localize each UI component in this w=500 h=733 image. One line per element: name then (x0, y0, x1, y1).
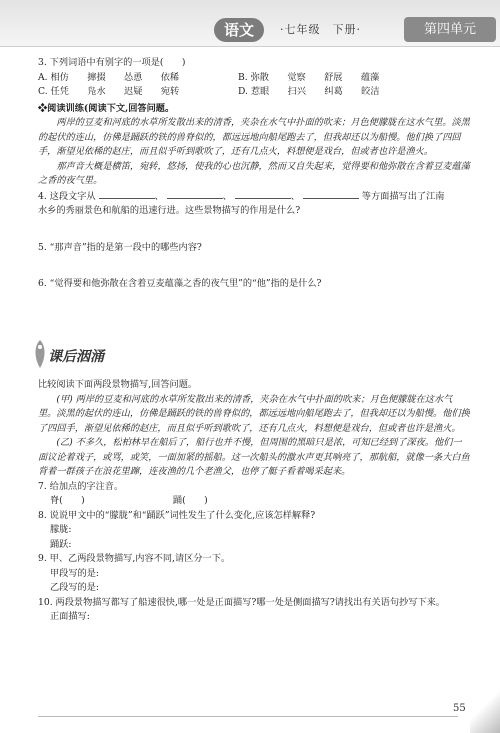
q3-options-row2 (38, 85, 470, 100)
q4-blank-2[interactable] (167, 189, 223, 199)
q10-text: 10. 两段景物描写都写了船速很快,哪一处是正面描写?哪一处是侧面描写?请找出有关语句抄写下来。 (38, 596, 445, 608)
q5-text: 5. “那声音”指的是第一段中的哪些内容? (38, 241, 202, 253)
q3-option-d: D. 惹眼 扫兴 纠葛 皎洁 (238, 86, 380, 97)
page-curl (470, 690, 500, 733)
bird-icon (30, 338, 50, 370)
q9-item-1: 甲段写的是: (50, 567, 100, 579)
page-header (0, 0, 500, 47)
passage-jia: (甲) 两岸的豆麦和河底的水草所发散出来的清香，夹杂在水气中扑面的吹来；月色便朦胧在这水气里。淡黑的起伏的连山，仿佛是踊跃的铁的兽脊似的，都远远地向船尾跑去了，但我却还以为船慢。他们换了四回手，渐望见依稀的赵庄，而且似乎听到歌吹了，还有几点火，料想便是戏台，但或者也许是渔火。 (38, 393, 470, 434)
q4-line2: 水乡的秀丽景色和航船的迅速行进。这些景物描写的作用是什么? (38, 205, 301, 216)
q6-text: 6. “觉得要和他弥散在含着豆麦蕴藻之香的夜气里”的“他”指的是什么? (38, 278, 322, 289)
section-title: 课后洇涌 (48, 349, 104, 365)
q8-item-2: 踊跃: (50, 538, 72, 550)
q7-item-1: 脊( ) (50, 495, 85, 506)
q10-item-1: 正面描写: (50, 611, 90, 622)
reading-p2: 那声音大概是横笛，宛转，悠扬，使我的心也沉静，然而又自失起来，觉得要和他弥散在含着豆麦蕴藻之香的夜气里。 (38, 160, 470, 186)
q7-item-2: 踊( ) (172, 495, 208, 506)
lower-content (38, 378, 470, 625)
q8-item-1: 朦胧: (50, 524, 72, 535)
q9-text: 9. 甲、乙两段景物描写,内容不同,请区分一下。 (38, 553, 231, 564)
q8-text: 8. 说说甲文中的“朦胧”和“踊跃”词性发生了什么变化,应该怎样解释? (38, 509, 316, 521)
q4-blank-1[interactable] (99, 189, 155, 199)
q9-item-2: 乙段写的是: (50, 582, 100, 593)
footer-rule (38, 716, 458, 717)
upper-content (38, 56, 470, 292)
q3-option-b: B. 弥散 觉察 舒展 蕴藻 (238, 71, 380, 83)
page-number: 55 (453, 703, 466, 714)
q3-options-row1 (38, 71, 470, 86)
passage-yi: (乙) 不多久，松柏林早在船后了，船行也并不慢，但周围的黑暗只是浓，可知已经到了深夜。他们一面议论着戏子，或骂，或笑，一面加紧的摇船。这一次船头的激水声更其响亮了，那航船，就像一条大白鱼背着一群孩子在浪花里蹿，连夜渔的几个老渔父，也停了艇子看着喝采起来。 (38, 437, 470, 477)
q7-answers (38, 494, 470, 509)
q3-stem: 3. 下列词语中有别字的一项是( ) (38, 57, 186, 68)
q4-blank-3[interactable] (235, 189, 291, 199)
q4-blank-4[interactable] (303, 189, 359, 199)
q3-option-a: A. 相仿 撺掇 怂恿 依稀 (38, 71, 180, 83)
reading-p1: 两岸的豆麦和河底的水草所发散出来的清香，夹杂在水气中扑面的吹来；月色便朦胧在这水气里。淡黑的起伏的连山，仿佛是踊跃的铁的兽脊似的，都远远地向船尾跑去了，但我却还以为船慢。他们换了四回手，渐望见依稀的赵庄，而且似乎听到歌吹了，还有几点火，料想便是戏台，但或者也许是渔火。 (38, 117, 470, 157)
q7-text: 7. 给加点的字注音。 (38, 480, 124, 492)
grade-label: ·七年级 下册· (280, 23, 361, 36)
q4-line1: 4. 这段文字从 、 、 、 等方面描写出了江南 (38, 190, 445, 202)
q3-option-c: C. 任凭 凫水 迟疑 宛转 (38, 86, 180, 97)
after-class-logo (30, 338, 150, 372)
subject-badge: 语文 (214, 18, 264, 42)
reading-title: ❖阅读训练(阅读下文,回答问题。 (38, 102, 175, 114)
unit-badge: 第四单元 (404, 17, 496, 42)
compare-intro: 比较阅读下面两段景物描写,回答问题。 (38, 379, 198, 390)
